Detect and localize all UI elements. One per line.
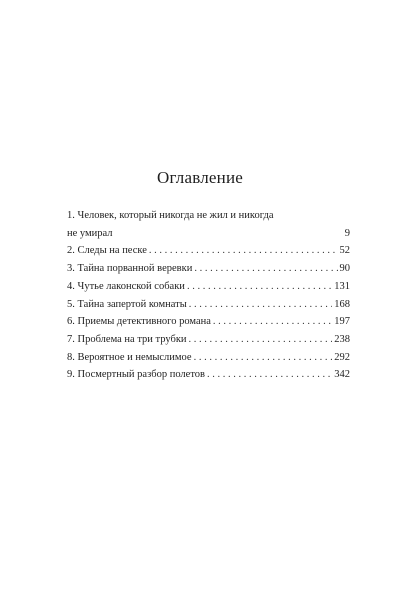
toc-leader [213,313,332,331]
toc-entry [67,207,350,242]
toc-entry [67,349,350,367]
toc-leader [187,278,332,296]
toc-page-number: 342 [334,369,350,381]
toc-entry-title: 9. Посмертный разбор полетов [67,369,205,381]
toc-page-number: 197 [334,316,350,328]
toc-entry [67,260,350,278]
toc-entry-title: 4. Чутье лаконской собаки [67,280,185,292]
toc-page-number: 9 [344,227,350,239]
toc-entry [67,331,350,349]
toc-entry-title: 7. Проблема на три трубки [67,333,187,345]
toc-leader [189,296,332,314]
toc-page-number: 52 [339,245,350,257]
toc-page-number: 131 [334,280,350,292]
toc-entry [67,242,350,260]
toc-entry [67,296,350,314]
toc-entry-title: 5. Тайна запертой комнаты [67,298,187,310]
toc-entry [67,278,350,296]
toc-entry-title: 2. Следы на песке [67,245,147,257]
toc-page-number: 168 [334,298,350,310]
toc-entry [67,366,350,384]
toc-leader [207,366,332,384]
toc-leader [149,242,338,260]
toc-page-number: 292 [334,351,350,363]
toc-entry-title: 3. Тайна порванной веревки [67,263,193,275]
toc-entry-title-line: 1. Человек, который никогда не жил и никогда [67,210,274,221]
page-title: Оглавление [157,168,243,187]
toc-entry [67,313,350,331]
toc-entry-title: 6. Приемы детективного романа [67,316,211,328]
toc-leader [194,349,333,367]
toc-leader [194,260,337,278]
toc-page-number: 90 [339,263,350,275]
toc-entry-title: не умирал [67,227,113,239]
table-of-contents [67,207,350,384]
toc-entry-title: 8. Вероятное и немыслимое [67,351,192,363]
toc-page-number: 238 [334,333,350,345]
toc-leader [189,331,333,349]
